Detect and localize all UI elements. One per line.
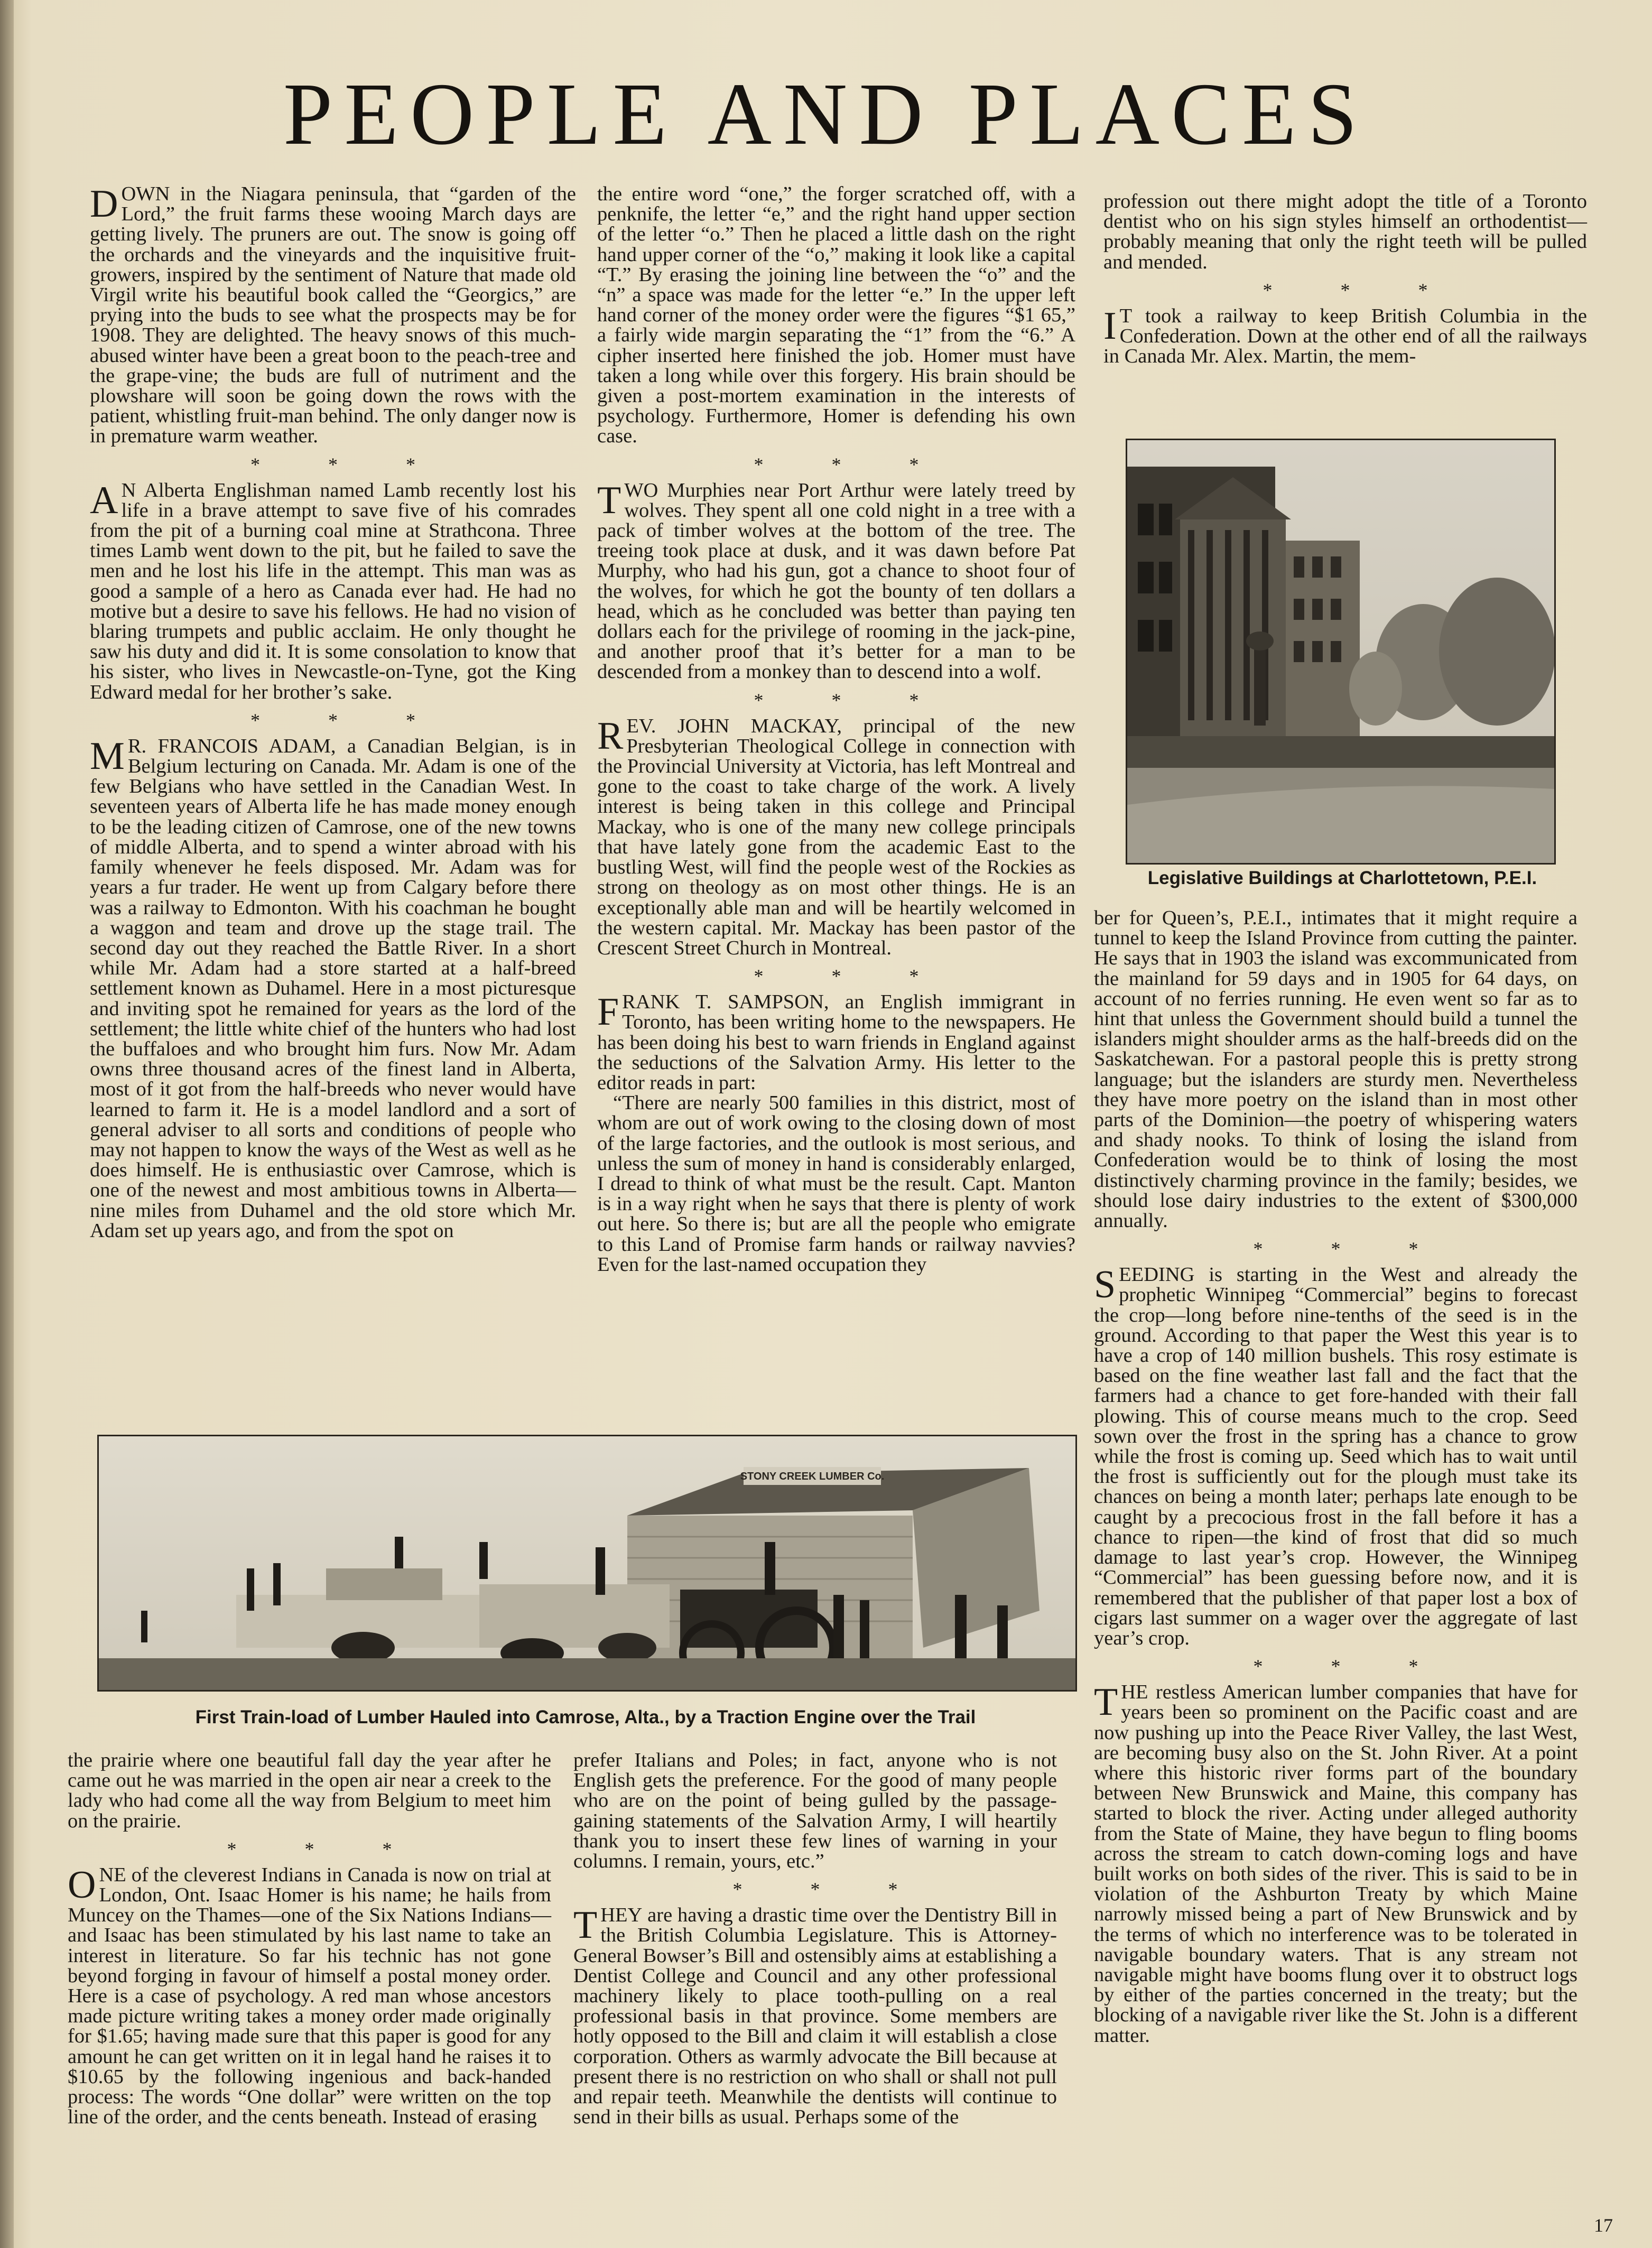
article-lead: HE [1121, 1681, 1148, 1704]
article-alberta [90, 480, 576, 702]
legislative-buildings-caption: Legislative Buildings at Charlottetown, P.E.I. [1147, 868, 1537, 888]
article-body: restless American lumber companies that have for years been so prominent on the Pacific coast and are now pushing up into the Peace River Valley, the last West, are becoming busy also on the St. John River. At a point where this historic river forms part of the boundary between New Brunswick and Maine, this company has started to block the river. Acting under alleged authority from the State of Maine, they have begun to fling booms across the stream to catch down-coming logs and have built works on both sides of the river. This is said to be in violation of the Ashburton Treaty by which Maine narrowly missed being a part of New Brunswick and by the terms of which no interference was to be tolerated in navigable boundary waters. That is any stream not navigable might have booms flung over it to obstruct logs by either of the parties concerned in the treaty; but the blocking of a navigable river like the St. John is a different matter. [1094, 1681, 1577, 2047]
section-separator: * * * [250, 453, 447, 475]
page-binding-edge [0, 0, 14, 2248]
section-separator: * * * [1263, 279, 1460, 301]
drop-cap: F [597, 990, 619, 1034]
section-separator: * * * [227, 1838, 424, 1860]
article-body: took a railway to keep British Columbia in the Confederation. Down at the other end of all the railways in Canada Mr. Alex. Martin, the mem- [1103, 304, 1587, 368]
article-mackay [597, 716, 1075, 958]
article-forgery-continued: the entire word “one,” the forger scratched off, with a penknife, the letter “e,” and the right hand upper section of the letter “o.” Then he placed a little dash on the right hand upper corner of the “o,” making it look like a capital “T.” By erasing the joining line between the “o” and the “n” a space was made for the letter “e.” In the upper left hand corner of the money order were the figures “$1 65,” a fairly wide margin separating the “1” from the “6.” A cipher inserted here finished the job. Homer must have taken a long while over this forgery. His brain should be given a post-mortem examination in the interests of psychology. Furthermore, Homer is defending his own case. [597, 183, 1075, 448]
section-separator: * * * [732, 1879, 930, 1900]
article-homer [68, 1865, 551, 2128]
drop-cap: S [1094, 1263, 1116, 1307]
article-lead: HEY [600, 1904, 643, 1927]
legislative-buildings-image [1127, 440, 1554, 863]
section-separator: * * * [250, 709, 447, 731]
article-murphies [597, 480, 1075, 682]
drop-cap: O [68, 1863, 96, 1907]
article-adam [90, 736, 576, 1241]
article-lead: N [121, 479, 136, 501]
column-1-top [90, 184, 576, 1241]
article-body: a Canadian Belgian, is in Belgium lecturing on Canada. Mr. Adam is one of the few Belgians who have settled in the Canadian West. In seventeen years of Alberta life he has made money enough to be the leading citizen of Camrose, one of the new towns of middle Alberta, and to spend a winter abroad with his family whenever he feels disposed. Mr. Adam was for years a fur trader. He went up from Calgary before there was a railway to Edmonton. With his coachman he bought a waggon and team and drove up the stage trail. The second day out they reached the Battle River. In a short while Mr. Adam had a store started at a half-breed settlement known as Duhamel. Here in a most picturesque and inviting spot he remained for years as the lord of the settlement; the little white chief of the hunters who had lost the buffaloes and who brought him furs. Now Mr. Adam owns three thousand acres of the finest land in Alberta, most of it got from the half-breeds who never would have learned to farm it. He is a model landlord and a sort of general adviser to all sorts and conditions of people who may not happen to know the ways of the West as well as he does himself. He is enthusiastic over Camrose, which is one of the newest and most ambitious towns in Alberta—nine miles from Duhamel and the old store which Mr. Adam set up years ago, and from the spot on [90, 735, 576, 1242]
article-body: an English immigrant in Toronto, has been writing home to the newspapers. He has been doing his best to warn friends in England against the seductions of the Salvation Army. His letter to the editor reads in part: [597, 991, 1075, 1094]
article-dentistry [573, 1905, 1057, 2127]
article-body: Alberta Englishman named Lamb recently lost his life in a brave attempt to save five of his comrades from the pit of a burning coal mine at Strathcona. Three times Lamb went down to the pit, but he failed to save the men and he lost his life in the attempt. This man was as good a sample of a hero as Canada ever had. He had no motive but a desire to save his fellows. He had no vision of blaring trumpets and public acclaim. He only thought he saw his duty and did it. It is some consolation to know that his sister, who lives in Newcastle-on-Tyne, got the King Edward medal for her brother’s sake. [90, 479, 576, 703]
article-lead: T [1119, 304, 1133, 327]
drop-cap: M [90, 734, 125, 778]
article-body: of the cleverest Indians in Canada is now on trial at London, Ont. Isaac Homer is his name; he hails from Muncey on the Thames—one of the Six Nations Indians—and Isaac has been stimulated by his last name to take an interest in literature. So far his technic has not gone beyond forging in favour of himself a postal money order. Here is a case of psychology. A red man whose ancestors made picture writing takes a money order made originally for $1.65; having made sure that this paper is good for any amount he can get written on it in legal hand he raises it to $10.65 by the following ingenious and back-handed process: The words “One dollar” were written on the top line of the order, and the cents beneath. Instead of erasing [68, 1863, 551, 2129]
article-sampson [597, 992, 1075, 1093]
drop-cap: R [597, 714, 624, 758]
article-body: are having a drastic time over the Dentistry Bill in the British Columbia Legislature. This is Attorney-General Bowser’s Bill and ostensibly aims at establishing a Dentist College and Council and any other professional machinery likely to place tooth-pulling on a real professional basis in that province. Some members are hotly opposed to the Bill and claim it will establish a close corporation. Others as warmly advocate the Bill because at present there is no restriction on who shall or shall not pull and repair teeth. Meanwhile the dentists will continue to send in their bills as usual. Perhaps some of the [573, 1904, 1057, 2129]
column-1-bottom [68, 1750, 551, 2127]
article-italians-continued: prefer Italians and Poles; in fact, anyone who is not English gets the preference. For the good of many people who are on the point of being gulled by the passage-gaining statements of the Salvation Army, I will heartily thank you to insert these few lines of warning in your columns. I remain, yours, etc.” [573, 1749, 1057, 1873]
drop-cap: D [90, 182, 118, 226]
drop-cap: I [1103, 304, 1117, 348]
article-dentist-continued: profession out there might adopt the title of a Toronto dentist who on his sign styles himself an orthodentist—probably meaning that only the right teeth will be pulled and mended. [1103, 190, 1587, 273]
article-prairie-continued: the prairie where one beautiful fall day the year after he came out he was married in the open air near a creek to the lady who had come all the way from Belgium to meet him on the prairie. [68, 1749, 551, 1832]
article-lead: WO [624, 479, 658, 501]
lumber-train-photo [97, 1435, 1077, 1692]
drop-cap: T [573, 1903, 598, 1947]
section-separator: * * * [754, 689, 951, 711]
drop-cap: T [597, 478, 621, 522]
article-body: in the Niagara peninsula, that “garden of the Lord,” the fruit farms these wooing March days are getting lively. The pruners are out. The snow is going off the orchards and the vineyards and the inquisitive fruit-growers, inspired by the sentiment of Nature that made old Virgil write his beautiful book called the “Georgics,” are prying into the buds to see what the prospects may be for 1908. They are delighted. The heavy snows of this much-abused winter have been a great boon to the peach-tree and the grape-vine; the buds are full of nutriment and the plowshare will soon be going down the rows with the patient, whistling fruit-man behind. The only danger now is in premature warm weather. [90, 183, 576, 448]
article-lumber-companies [1094, 1682, 1577, 2046]
lumber-shed-sign-text: STONY CREEK LUMBER Co. [740, 1471, 885, 1482]
column-3-top [1103, 191, 1587, 366]
article-sampson-quote: “There are nearly 500 families in this district, most of whom are out of work owing to the closing down of most of the large factories, and the outlook is most serious, and unless the sum of money in hand is considerably enlarged, I dread to think of what must be the result. Capt. Manton is in a way right when he says that there is plenty of work out here. So there is; but are all the people who emigrate to this Land of Promise farm hands or railway navvies? Even for the last-named occupation they [597, 1092, 1075, 1276]
column-3-bottom [1094, 908, 1577, 2046]
article-seeding [1094, 1265, 1577, 1648]
section-separator: * * * [1253, 1238, 1450, 1260]
legislative-buildings-photo [1126, 439, 1556, 865]
article-railway [1103, 306, 1587, 367]
article-lead: EEDING [1119, 1264, 1195, 1286]
article-body: principal of the new Presbyterian Theological College in connection with the Provincial University at Victoria, has left Montreal and gone to the coast to take charge of the work. A lively interest is being taken in this college and Principal Mackay, who is one of the many new college principals that have lately gone from the academic East to the bustling West, will find the people west of the Rockies as strong on theology as on most other things. He is an exceptionally able man and will be heartily welcomed in the western capital. Mr. Mackay has been pastor of the Crescent Street Church in Montreal. [597, 714, 1075, 959]
section-separator: * * * [754, 965, 951, 987]
article-lead: R. FRANCOIS ADAM, [127, 735, 336, 757]
article-lead: NE [99, 1863, 126, 1886]
section-separator: * * * [1253, 1656, 1450, 1677]
column-2-top [597, 184, 1075, 1275]
article-lead: EV. JOHN MACKAY, [626, 714, 842, 737]
article-niagara [90, 184, 576, 447]
drop-cap: A [90, 478, 118, 522]
page-number: 17 [1594, 2215, 1613, 2236]
article-body: is starting in the West and already the prophetic Winnipeg “Commercial” begins to forecast the crop—long before nine-tenths of the seed is in the ground. According to that paper the West this year is to have a crop of 140 million bushels. This rosy estimate is based on the fine weather last fall and the fact that the farmers had a chance to get fore-handed with their fall plowing. This of course means much to the crop. Seed sown over the frost in the spring has a chance to grow while the frost is coming up. Seed which has to wait until the frost is sufficiently out for the plough must take its chances on being a month later; perhaps late enough to be caught by a precocious frost in the fall before it has a chance to ripen—the kind of frost that did so much damage to last year’s crop. However, the Winnipeg “Commercial” has been guessing before now, and it is remembered that the publisher of that paper lost a box of cigars last summer on a wager over the aggregate of last year’s crop. [1094, 1264, 1577, 1649]
article-martin-continued: ber for Queen’s, P.E.I., intimates that it might require a tunnel to keep the Island Province from cutting the painter. He says that in 1903 the island was excommunicated from the mainland for 59 days and in 1905 for 64 days, on account of no ferries running. He even went so far as to hint that unless the Government should build a tunnel the islanders might shoulder arms as the half-breeds did on the Saskatchewan. For a pastoral people this is pretty strong language; but the islanders are sturdy men. Nevertheless they have more poetry on the island than in most other parts of the Dominion—the poetry of whispering waters and shady nooks. To think of losing the island from Confederation would be to think of losing the most distinctively charming province in the family; besides, we should lose dairy industries to the extent of $300,000 annually. [1094, 907, 1577, 1232]
column-2-bottom [573, 1750, 1057, 2127]
article-lead: OWN [121, 183, 170, 205]
drop-cap: T [1094, 1680, 1118, 1724]
lumber-train-image [99, 1436, 1075, 1690]
lumber-train-caption: First Train-load of Lumber Hauled into Camrose, Alta., by a Traction Engine over the Trail [195, 1707, 976, 1727]
article-body: Murphies near Port Arthur were lately treed by wolves. They spent all one cold night in a tree with a pack of timber wolves at the bottom of the tree. The treeing took place at dusk, and it was dawn before Pat Murphy, who had his gun, got a chance to shoot four of the wolves, for which he got the bounty of ten dollars a head, which as he concluded was better than paying ten dollars each for the privilege of rooming in the jack-pine, and another proof that it’s better for a man to be descended from a monkey than to descend into a wolf. [597, 479, 1075, 683]
section-separator: * * * [754, 453, 951, 475]
page-title: PEOPLE AND PLACES [283, 65, 1369, 163]
article-lead: RANK T. SAMPSON, [622, 991, 829, 1014]
